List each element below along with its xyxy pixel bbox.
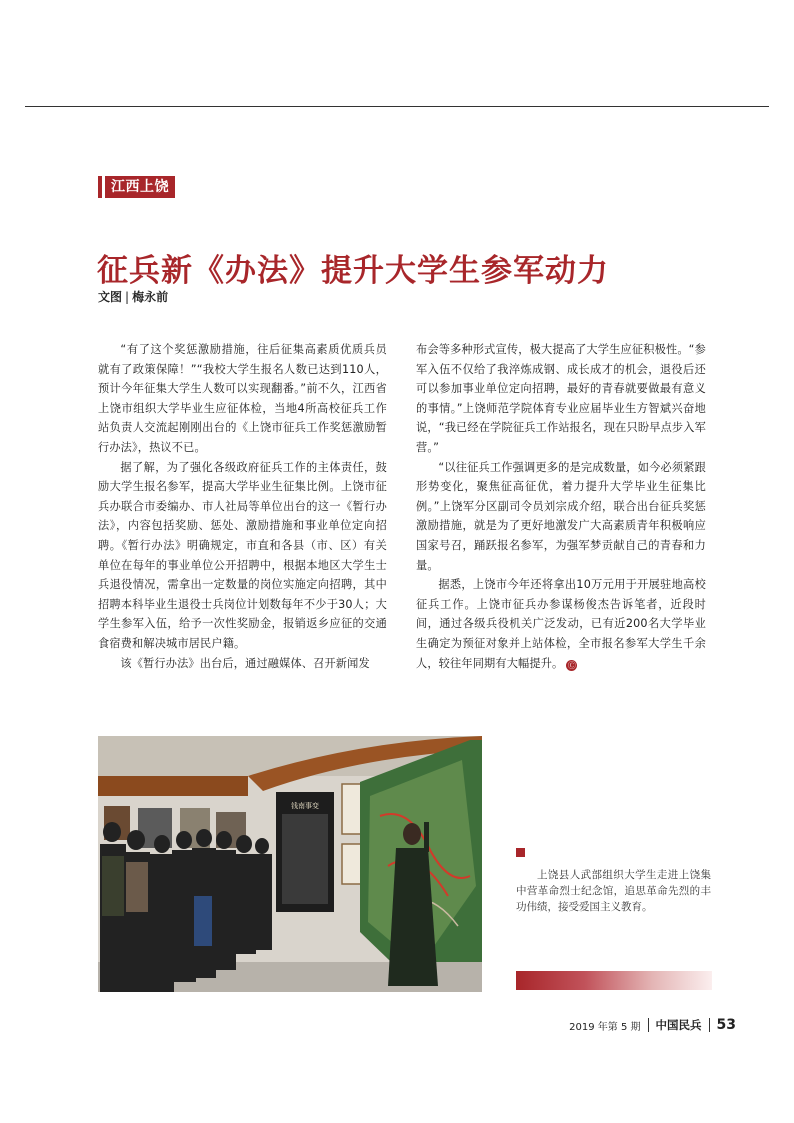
museum-photo [98, 736, 482, 992]
article-column-right [416, 340, 706, 673]
top-rule [25, 106, 769, 107]
byline-separator: | [125, 290, 130, 304]
section-tag-bar [98, 176, 102, 198]
paragraph: 布会等多种形式宣传，极大提高了大学生应征积极性。“参军入伍不仅给了我淬炼成钢、成长成才的机会，退役后还可以参加事业单位定向招聘，最好的青春就要做最有意义的事情。”上饶师范学院体育专业应届毕业生方智斌兴奋地说，“我已经在学院征兵工作站报名，现在只盼早点步入军营。” [416, 343, 706, 454]
board-title: 钱南事变 [291, 802, 319, 810]
caption-gradient-bar [516, 971, 712, 990]
caption-text: 上饶县人武部组织大学生走进上饶集中营革命烈士纪念馆，追思革命先烈的丰功伟绩，接受爱国主义教育。 [516, 869, 711, 913]
article-title: 征兵新《办法》提升大学生参军动力 [97, 252, 609, 289]
end-mark-icon: Ⓒ [567, 660, 576, 670]
footer-divider [648, 1018, 649, 1032]
byline [98, 288, 168, 305]
section-tag [98, 176, 175, 198]
issue-label: 2019 年第 5 期 [569, 1021, 641, 1033]
article-column-left [98, 340, 387, 673]
caption-marker [516, 848, 525, 857]
byline-label: 文图 [98, 290, 123, 304]
magazine-name: 中国民兵 [655, 1018, 702, 1032]
section-tag-label: 江西上饶 [105, 176, 175, 198]
paragraph-text: 据悉，上饶市今年还将拿出10万元用于开展驻地高校征兵工作。上饶市征兵办参谋杨俊杰告诉笔者，近段时间，通过各级兵役机关广泛发动，已有近200名大学毕业生确定为预征对象并上站体检，全市报名参军大学生千余人，较往年同期有大幅提升。 [416, 578, 706, 670]
page-number: 53 [716, 1017, 736, 1033]
paragraph: 据了解，为了强化各级政府征兵工作的主体责任，鼓励大学生报名参军，提高大学毕业生征集比例。上饶市征兵办联合市委编办、市人社局等单位出台的这一《暂行办法》，内容包括奖励、惩处、激励措施和事业单位定向招聘。《暂行办法》明确规定，市直和各县（市、区）有关单位在每年的事业单位公开招聘中，根据本地区大学生士兵退役情况，需拿出一定数量的岗位实施定向招聘，其中招聘本科毕业生退役士兵岗位计划数每年不少于30人；大学生参军入伍，给予一次性奖励金，报销返乡应征的交通食宿费和解决城市居民户籍。 [98, 460, 387, 650]
byline-author: 梅永前 [132, 290, 169, 304]
footer-divider [709, 1018, 710, 1032]
page-footer [569, 1017, 736, 1033]
paragraph: “有了这个奖惩激励措施，往后征集高素质优质兵员就有了政策保障！”“我校大学生报名人数已达到110人，预计今年征集大学生人数可以实现翻番。”前不久，江西省上饶市组织大学毕业生应征体检，当地4所高校征兵工作站负责人交流起刚刚出台的《上饶市征兵工作奖惩激励暂行办法》，热议不已。 [98, 343, 387, 454]
paragraph: 该《暂行办法》出台后，通过融媒体、召开新闻发 [120, 656, 370, 670]
paragraph [416, 575, 706, 673]
photo-caption [516, 848, 711, 915]
paragraph: “以往征兵工作强调更多的是完成数量，如今必须紧跟形势变化，聚焦征高征优，着力提升大学毕业生征集比例。”上饶军分区副司令员刘宗成介绍，联合出台征兵奖惩激励措施，就是为了更好地激发广大高素质青年积极响应国家号召，踊跃报名参军，为强军梦贡献自己的青春和力量。 [416, 460, 706, 572]
